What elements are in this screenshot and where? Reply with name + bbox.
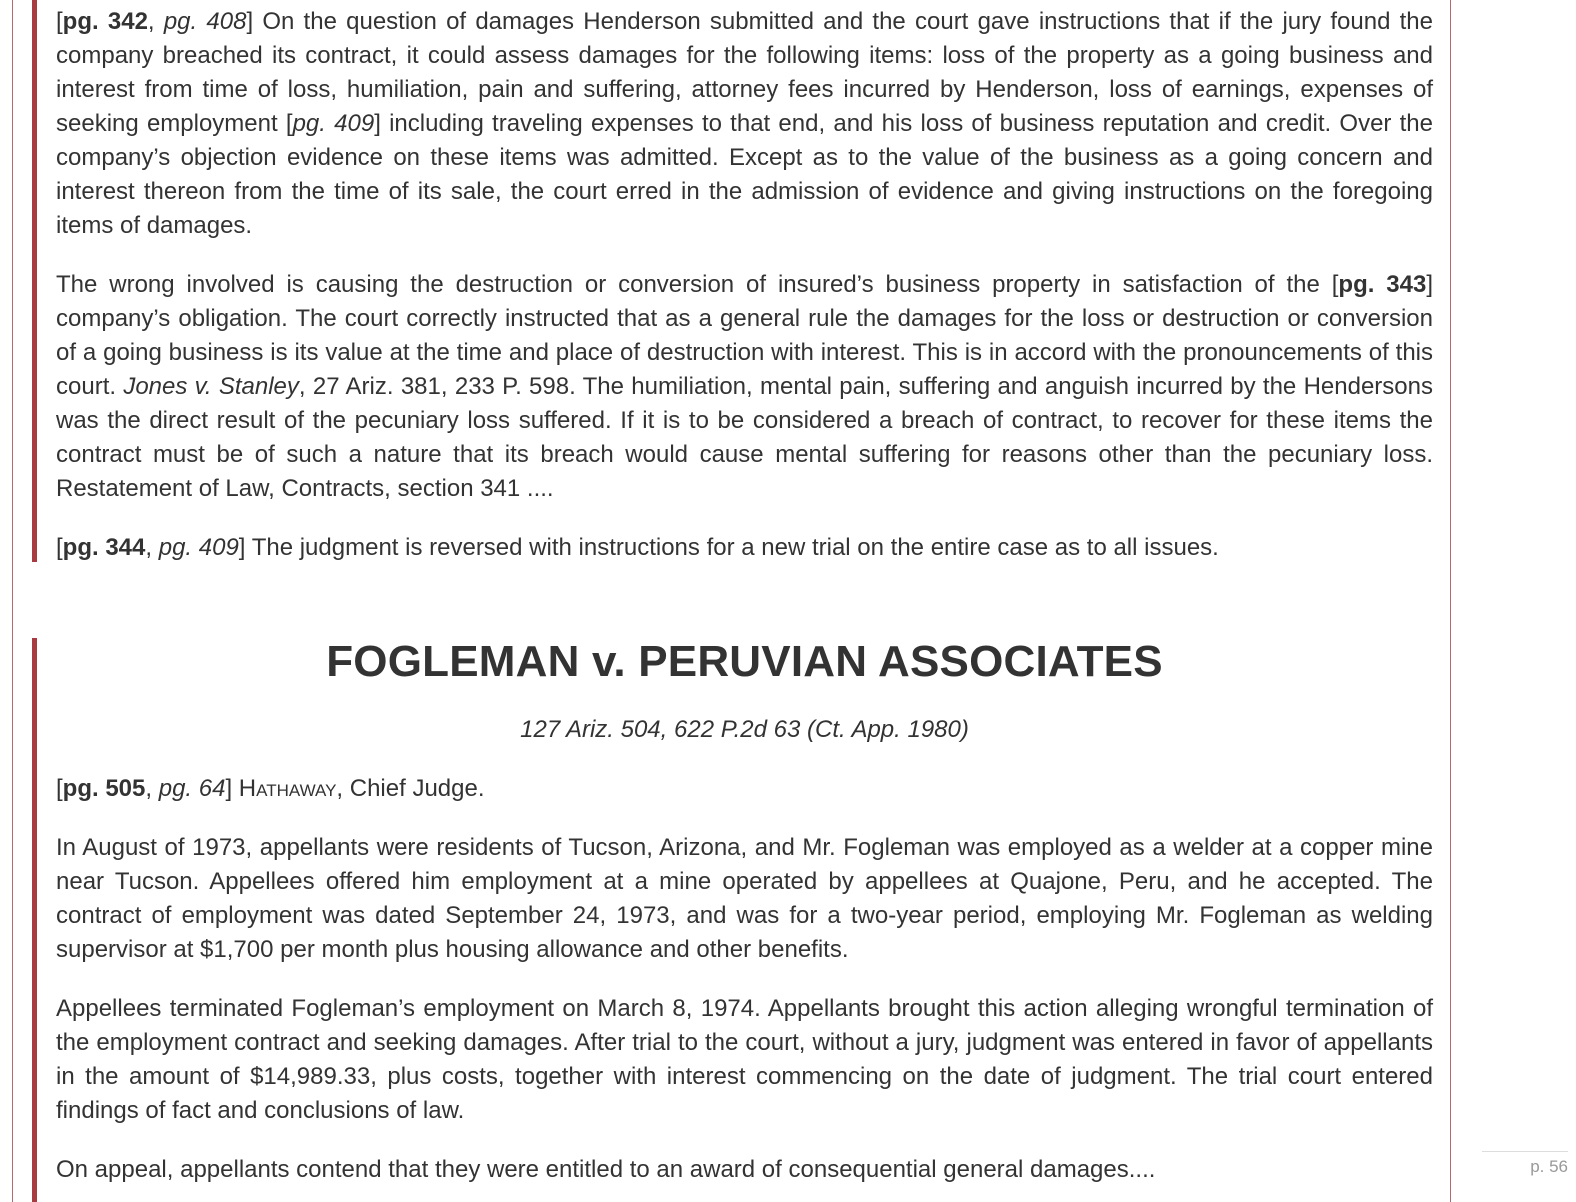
author-line: [pg. 505, pg. 64] Hathaway, Chief Judge. bbox=[56, 775, 485, 802]
case-title: FOGLEMAN v. PERUVIAN ASSOCIATES bbox=[326, 637, 1163, 686]
page-pin-alt: pg. 64 bbox=[158, 775, 226, 802]
paragraph: [pg. 344, pg. 409] The judgment is reversed with instructions for a new trial on the entire case as to all issues. bbox=[56, 534, 1219, 561]
page-number-marker: p. 56 bbox=[1482, 1151, 1568, 1180]
case-citation: 127 Ariz. 504, 622 P.2d 63 (Ct. App. 1980) bbox=[520, 716, 969, 743]
paragraph: [pg. 342, pg. 408] On the question of damages Henderson submitted and the court gave instructions that if the jury found the company breached its contract, it could assess damages for the following items: loss of the property as a going business and interest from time of loss, humiliation, pain and suffering, attorney fees incurred by Henderson, loss of earnings, expenses of seeking employment [pg. 409] including traveling expenses to that end, and his loss of business reputation and credit. Over the company’s objection evidence on these items was admitted. Except as to the value of the business as a going concern and interest thereon from the time of its sale, the court erred in the admission of evidence and giving instructions on the foregoing items of damages. bbox=[56, 8, 1434, 239]
paragraph-text: The judgment is reversed with instructions for a new trial on the entire case as to all issues. bbox=[245, 534, 1219, 561]
judge-role: , Chief Judge. bbox=[336, 775, 485, 802]
page-pin-alt: pg. 408 bbox=[163, 8, 247, 35]
paragraph-text: On the question of damages Henderson submitted and the court gave instructions that if the jury found the company breached its contract, it could assess damages for the following items: loss of the property as a going business and interest from time of loss, humiliation, pain and suffering, attorney fees incurred by Henderson, loss of earnings, expenses of seeking employment [ bbox=[56, 8, 1433, 137]
opinion-author-line bbox=[56, 772, 1433, 806]
page-pin: pg. 505 bbox=[62, 775, 146, 802]
paragraph-text: ] including traveling expenses to that end, and his loss of business reputation and credit. Over the company’s objection evidence on these items was admitted. Except as to the value of the business as a going concern and interest thereon from the time of its sale, the court erred in the admission of evidence and giving instructions on the foregoing items of damages. bbox=[56, 110, 1434, 239]
page-pin: pg. 343 bbox=[1338, 271, 1427, 298]
page-pin: pg. 344 bbox=[62, 534, 146, 561]
page-pin-alt: pg. 409 bbox=[158, 534, 239, 561]
paragraph bbox=[56, 268, 1433, 506]
paragraph-text: The wrong involved is causing the destruction or conversion of insured’s business property in satisfaction of the [ bbox=[56, 271, 1339, 298]
page-pin-alt: pg. 409 bbox=[292, 110, 375, 137]
paragraph: In August of 1973, appellants were residents of Tucson, Arizona, and Mr. Fogleman was employed as a welder at a copper mine near Tucson. Appellees offered him employment at a mine operated by appellees at Quajone, Peru, and he accepted. The contract of employment was dated September 24, 1973, and was for a two-year period, employing Mr. Fogleman as welding supervisor at $1,700 per month plus housing allowance and other benefits. bbox=[56, 834, 1433, 963]
paragraph: On appeal, appellants contend that they were entitled to an award of consequential general damages.... bbox=[56, 1156, 1156, 1183]
case-citation-name: Jones v. Stanley bbox=[123, 373, 299, 400]
judge-name: Hathaway bbox=[238, 775, 337, 802]
page-pin: pg. 342 bbox=[62, 8, 148, 35]
paragraph-text: , 27 Ariz. 381, 233 P. 598. The humiliation, mental pain, suffering and anguish incurred by the Hendersons was the direct result of the pecuniary loss suffered. If it is to be considered a breach of contract, to recover for these items the contract must be of such a nature that its breach would cause mental suffering for reasons other than the pecuniary loss. Restatement of Law, Contracts, section 341 .... bbox=[56, 373, 1433, 502]
previous-case-excerpt bbox=[56, 5, 1433, 565]
paragraph-text: ] company’s obligation. The court correctly instructed that as a general rule the damages for the loss or destruction or conversion of a going business is its value at the time and place of destruction with interest. This is in accord with the pronouncements of this court. bbox=[56, 271, 1434, 400]
opinion-body bbox=[56, 831, 1433, 1187]
paragraph: Appellees terminated Fogleman’s employment on March 8, 1974. Appellants brought this action alleging wrongful termination of the employment contract and seeking damages. After trial to the court, without a jury, judgment was entered in favor of appellants in the amount of $14,989.33, plus costs, together with interest commencing on the date of judgment. The trial court entered findings of fact and conclusions of law. bbox=[56, 995, 1433, 1124]
